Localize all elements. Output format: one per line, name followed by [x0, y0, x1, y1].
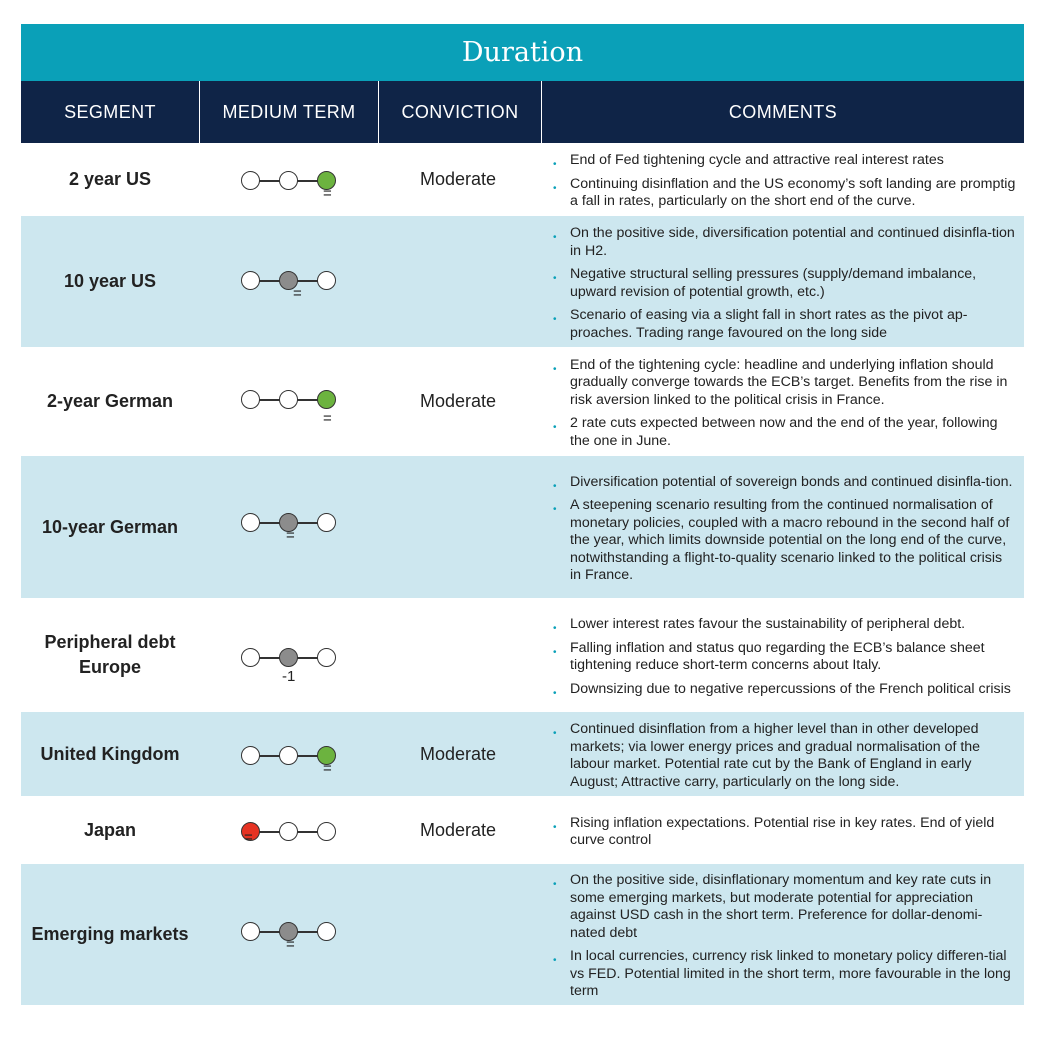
medium-term-cell: [199, 347, 377, 456]
comment-text: Scenario of easing via a slight fall in short rates as the pivot ap-proaches. Trading range favoured on the long side: [570, 307, 968, 341]
conviction-indicator: [241, 822, 337, 846]
comment-text: Falling inflation and status quo regarding the ECB’s balance sheet tightening reduce short-term concerns about Italy.: [570, 639, 985, 673]
conviction-cell: Moderate: [419, 391, 497, 411]
conviction-indicator: [241, 390, 337, 427]
comment-text: 2 rate cuts expected between now and the end of the year, following the one in June.: [570, 415, 998, 449]
bullet-dot-icon: •: [553, 159, 557, 171]
table-row: [21, 796, 1024, 864]
medium-term-cell: [199, 796, 377, 864]
comment-bullet: [553, 815, 1016, 850]
medium-term-cell: [199, 456, 377, 598]
comments-cell: [539, 347, 1024, 456]
conviction-cell: Moderate: [419, 743, 497, 764]
table-row: [21, 216, 1024, 347]
comments-cell: [539, 598, 1024, 712]
segment-cell: 10 year US: [63, 271, 157, 291]
comment-bullet: [553, 616, 1016, 634]
indicator-circle-icon: [279, 171, 298, 190]
table-row: [21, 864, 1024, 1005]
conviction-cell: [377, 864, 539, 1005]
bullet-dot-icon: •: [553, 363, 557, 375]
conviction-indicator: [241, 271, 337, 302]
comment-text: Continued disinflation from a higher level than in other developed markets; via lower energy prices and gradual normalisation of the labour market. Potential rate cut by the Bank of England in early August; Attractive carry, particularly on the long side.: [570, 721, 981, 790]
comment-text: In local currencies, currency risk linked to monetary policy differen-tial vs FED. Potential limited in the short term, more favourable in the long term: [570, 948, 1011, 1000]
table-row: [21, 456, 1024, 598]
medium-term-cell: [199, 712, 377, 796]
change-marker: =: [293, 285, 302, 302]
indicator-circle-icon: [317, 513, 336, 532]
comments-cell: [539, 143, 1024, 216]
segment-cell: United Kingdom: [40, 743, 180, 764]
indicator-circle-icon: [317, 271, 336, 290]
change-marker: -1: [282, 668, 296, 685]
change-marker: =: [286, 527, 295, 544]
comment-text: On the positive side, diversification potential and continued disinfla-tion in H2.: [570, 225, 1015, 259]
comment-bullet: [553, 948, 1016, 1001]
table-body: [21, 143, 1024, 1005]
conviction-indicator: [241, 648, 337, 685]
segment-cell: Peripheral debt Europe: [44, 632, 176, 677]
table-row: [21, 347, 1024, 456]
conviction-cell: [377, 456, 539, 598]
medium-term-cell: [199, 216, 377, 347]
comments-cell: [539, 216, 1024, 347]
comment-text: Diversification potential of sovereign bonds and continued disinfla-tion.: [570, 473, 1013, 490]
comment-bullet: [553, 474, 1016, 492]
comment-text: A steepening scenario resulting from the continued normalisation of monetary policies, coupled with a macro rebound in the second half of the year, which limits downside potential on the long end of the curve, notwithstanding a flight-to-quality scenario linked to the political crisis in France.: [570, 497, 1010, 583]
indicator-circle-icon: [317, 822, 336, 841]
medium-term-cell: [199, 143, 377, 216]
segment-cell: 2 year US: [68, 169, 152, 189]
indicator-circle-icon: [279, 390, 298, 409]
bullet-dot-icon: •: [553, 182, 557, 194]
change-marker: =: [244, 829, 253, 846]
indicator-circle-icon: [317, 922, 336, 941]
comment-text: Continuing disinflation and the US economy’s soft landing are promptig a fall in rates, particularly on the short end of the curve.: [570, 175, 1016, 210]
indicator-circle-icon: [241, 648, 260, 667]
bullet-dot-icon: •: [553, 623, 557, 634]
bullet-dot-icon: •: [553, 504, 557, 515]
header-segment: SEGMENT: [64, 101, 156, 122]
comment-text: Lower interest rates favour the sustainability of peripheral debt.: [570, 616, 966, 632]
segment-cell: 10-year German: [41, 516, 179, 537]
conviction-cell: Moderate: [419, 819, 497, 840]
indicator-circle-icon: [279, 648, 298, 667]
change-marker: =: [323, 185, 332, 202]
bullet-dot-icon: •: [553, 422, 557, 434]
conviction-indicator: [241, 513, 337, 544]
bullet-dot-icon: •: [553, 646, 557, 658]
duration-table: [21, 24, 1024, 1005]
indicator-circle-icon: [241, 171, 260, 190]
indicator-circle-icon: [317, 648, 336, 667]
indicator-circle-icon: [241, 271, 260, 290]
medium-term-cell: [199, 864, 377, 1005]
change-marker: =: [323, 760, 332, 777]
comment-text: End of the tightening cycle: headline and underlying inflation should gradually converge towards the ECB’s target. Benefits from the rise in risk aversion linked to the political crisis in France.: [570, 356, 1008, 408]
comment-text: Rising inflation expectations. Potential rise in key rates. End of yield curve control: [570, 814, 995, 848]
change-marker: =: [323, 410, 332, 427]
segment-cell: Emerging markets: [31, 924, 189, 944]
header-medium-term: MEDIUM TERM: [199, 81, 378, 143]
table-row: [21, 712, 1024, 796]
indicator-circle-icon: [241, 513, 260, 532]
comments-cell: [539, 796, 1024, 864]
bullet-dot-icon: •: [553, 879, 557, 891]
comment-bullet: [553, 872, 1016, 942]
comment-text: End of Fed tightening cycle and attractive real interest rates: [570, 152, 944, 169]
conviction-indicator: [241, 171, 337, 202]
indicator-circle-icon: [279, 822, 298, 841]
conviction-cell: [377, 216, 539, 347]
bullet-dot-icon: •: [553, 273, 557, 284]
comment-text: On the positive side, disinflationary momentum and key rate cuts in some emerging markets, but moderate potential for appreciation against USD cash in the short term. Preference for dollar-denomi-nated debt: [570, 872, 992, 941]
indicator-circle-icon: [241, 390, 260, 409]
bullet-dot-icon: •: [553, 728, 557, 739]
conviction-indicator: [241, 746, 337, 777]
comment-bullet: [553, 357, 1016, 410]
comments-cell: [539, 456, 1024, 598]
comment-bullet: [553, 225, 1016, 260]
comment-text: Negative structural selling pressures (supply/demand imbalance, upward revision of potential growth, etc.): [570, 266, 977, 300]
comment-bullet: [553, 721, 1016, 791]
bullet-dot-icon: •: [553, 480, 557, 492]
table-row: [21, 598, 1024, 712]
conviction-indicator: [241, 922, 337, 953]
conviction-cell: [377, 598, 539, 712]
header-comments: COMMENTS: [541, 81, 1024, 143]
medium-term-cell: [199, 598, 377, 712]
bullet-dot-icon: •: [553, 955, 557, 967]
segment-cell: 2-year German: [46, 391, 174, 411]
indicator-circle-icon: [279, 746, 298, 765]
comment-bullet: [553, 176, 1016, 211]
bullet-dot-icon: •: [553, 821, 557, 833]
table-row: [21, 143, 1024, 216]
segment-cell: Japan: [83, 819, 137, 840]
conviction-cell: Moderate: [419, 169, 497, 189]
indicator-circle-icon: [241, 922, 260, 941]
indicator-circle-icon: [241, 746, 260, 765]
comment-text: Downsizing due to negative repercussions of the French political crisis: [570, 680, 1011, 697]
comment-bullet: [553, 640, 1016, 675]
bullet-dot-icon: •: [553, 232, 557, 243]
table-title: Duration: [21, 24, 1024, 81]
comment-bullet: [553, 307, 1016, 342]
change-marker: =: [286, 936, 295, 953]
comment-bullet: [553, 415, 1016, 450]
bullet-dot-icon: •: [553, 314, 557, 325]
bullet-dot-icon: •: [553, 687, 557, 699]
header-row: [21, 81, 1024, 143]
header-conviction: CONVICTION: [378, 81, 541, 143]
comment-bullet: [553, 266, 1016, 301]
indicator-circle-icon: [317, 390, 336, 409]
comments-cell: [539, 864, 1024, 1005]
comment-bullet: [553, 152, 1016, 170]
comment-bullet: [553, 497, 1016, 585]
comments-cell: [539, 712, 1024, 796]
comment-bullet: [553, 681, 1016, 699]
